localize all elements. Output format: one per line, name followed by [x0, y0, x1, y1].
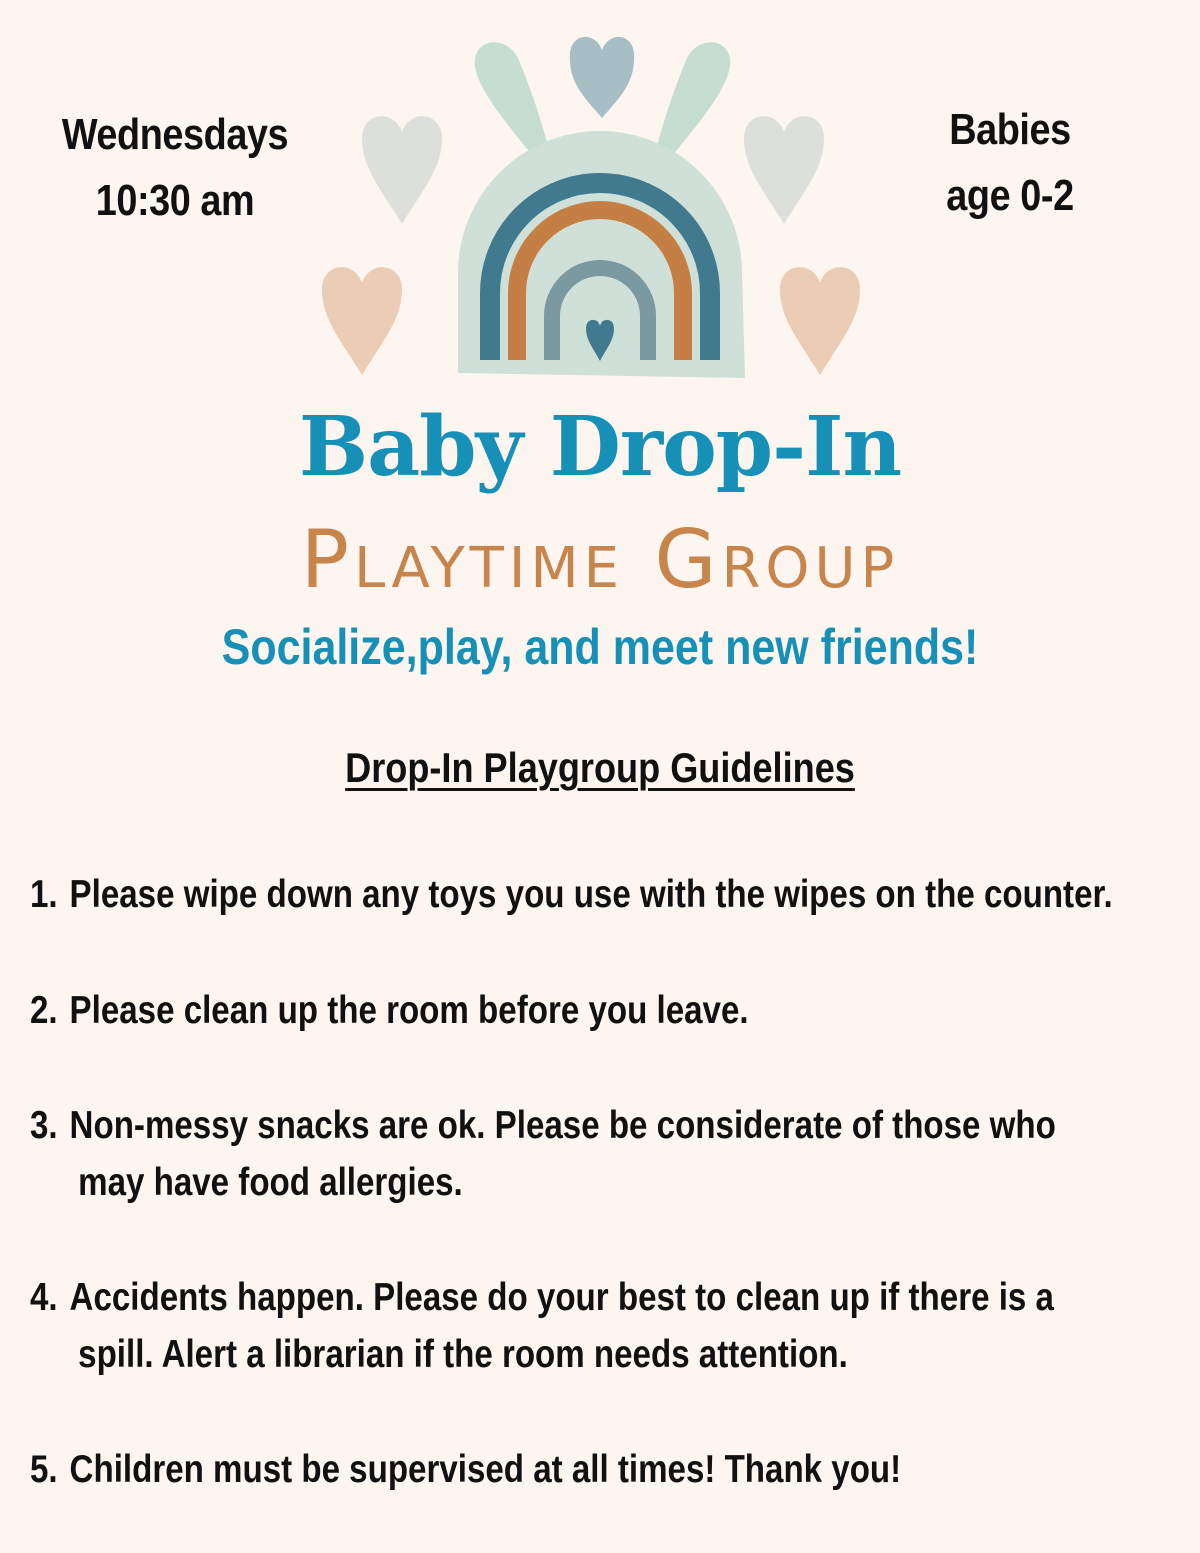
guideline-number: 5.: [30, 1448, 58, 1491]
audience-block: [881, 97, 1139, 229]
schedule-block: [33, 102, 317, 234]
guideline-item-3: [30, 1097, 1148, 1211]
heart-icon: [362, 116, 442, 224]
guideline-text: Non-messy snacks are ok. Please be considerate of those who: [69, 1104, 1056, 1147]
guideline-text: Please clean up the room before you leave.: [69, 989, 749, 1032]
guideline-item-1: [30, 866, 1148, 923]
guideline-text: Please wipe down any toys you use with the wipes on the counter.: [69, 873, 1113, 916]
schedule-day: Wednesdays: [61, 110, 289, 159]
page-subtitle: Playtime Group: [300, 513, 900, 606]
guideline-text-continued: may have food allergies.: [78, 1161, 463, 1204]
heart-icon: [744, 116, 824, 224]
page-title: Baby Drop-In: [298, 399, 902, 495]
guideline-number: 1.: [30, 873, 58, 916]
guideline-text-continued: spill. Alert a librarian if the room needs attention.: [78, 1333, 848, 1376]
guideline-item-5: [30, 1441, 1148, 1498]
tagline: Socialize,play, and meet new friends!: [221, 619, 979, 675]
audience-label: Babies: [949, 105, 1071, 154]
guideline-number: 3.: [30, 1104, 58, 1147]
guideline-item-4: [30, 1269, 1148, 1383]
audience-age: age 0-2: [946, 171, 1074, 220]
guideline-number: 2.: [30, 989, 58, 1032]
guidelines-heading-text: Drop-In Playgroup Guidelines: [345, 744, 855, 791]
heart-icon: [322, 267, 402, 375]
guideline-number: 4.: [30, 1276, 58, 1319]
heart-icon: [570, 37, 634, 118]
heart-icon: [780, 267, 860, 375]
guideline-item-2: [30, 982, 1148, 1039]
guideline-text: Children must be supervised at all times! Thank you!: [69, 1448, 902, 1491]
rainbow-logo: [310, 28, 890, 388]
schedule-time: 10:30 am: [95, 176, 255, 225]
guidelines-heading: [84, 738, 1116, 798]
guideline-text: Accidents happen. Please do your best to clean up if there is a: [69, 1276, 1054, 1319]
